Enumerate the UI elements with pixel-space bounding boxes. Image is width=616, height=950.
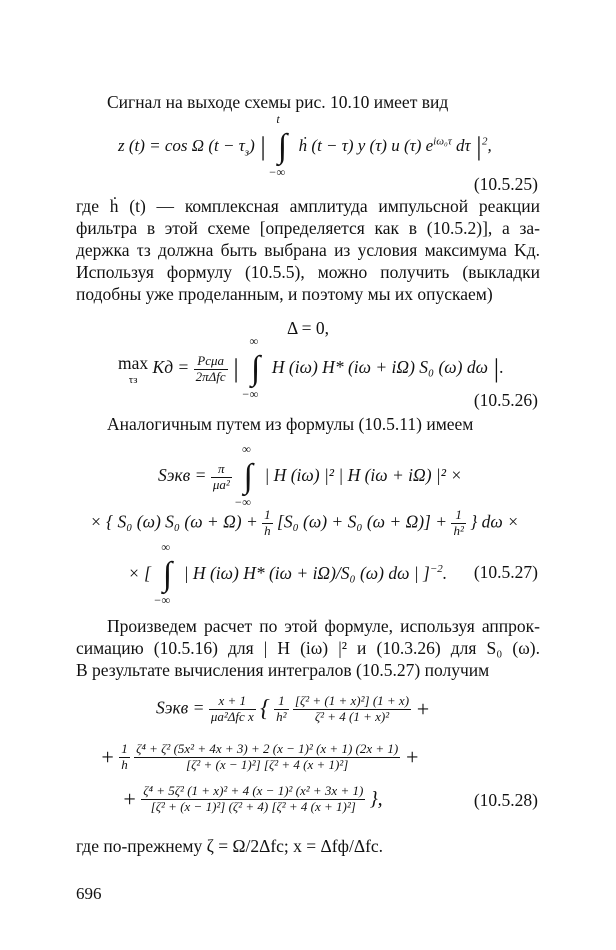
- eq28-brace: {: [260, 695, 270, 722]
- eq28-l2-den: [ζ² + (x − 1)²] [ζ² + 4 (x + 1)²]: [186, 756, 349, 772]
- eq26-K: Kд =: [152, 357, 190, 378]
- eq25-power: 2: [482, 135, 488, 148]
- eq28-l3-num: ζ⁴ + 5ζ² (1 + x)² + 4 (x − 1)² (x² + 3x + 1): [143, 783, 364, 798]
- eq27-line3-a: × [: [128, 563, 151, 584]
- integral-sign: ∫ ∞ −∞: [241, 334, 261, 401]
- eq26-max: max: [118, 352, 149, 373]
- eq28-f2-num: 1: [274, 694, 288, 710]
- eq27-line1: | H (iω) |² | H (iω + iΩ) |² ×: [264, 465, 463, 486]
- closing-line: где по-прежнему ζ = Ω/2Δfc; x = Δfф/Δfc.: [76, 836, 384, 856]
- eq28-f-den: μa²Δfc x: [210, 708, 254, 724]
- eq25-exponent: iω₀τ: [433, 135, 452, 148]
- eq27-f2-den: h²: [453, 522, 464, 538]
- eq27-line3-b: | H (iω) H* (iω + iΩ)/S₀ (ω) dω |: [183, 563, 419, 584]
- integral-sign: ∫ ∞ −∞: [153, 540, 173, 607]
- eq27-line2-b: [S₀ (ω) + S₀ (ω + Ω)] +: [277, 511, 448, 532]
- equation-number-27: (10.5.27): [473, 562, 538, 582]
- equation-number-25: (10.5.25): [473, 174, 538, 194]
- equation-10-5-27-line3: [128, 540, 448, 607]
- integral-sign: ∫ ∞ −∞: [234, 442, 253, 509]
- paragraph-line: фильтра в этой схеме [определяется как в (10.5.2)], а за-: [76, 218, 540, 238]
- eq27-lower: −∞: [234, 495, 251, 509]
- paragraph-line: В результате вычисления интегралов (10.5.27) получим: [76, 660, 490, 680]
- paragraph-line: Произведем расчет по этой формуле, используя аппрок-: [107, 616, 540, 636]
- equation-10-5-26: max τз Kд = $\frac{\text{Pcμa}}{\text{2πΔfc}}$ | ∫ ∞ −∞ H (iω) H* (iω + iΩ) S₀ (ω) dω |.: [118, 334, 504, 401]
- eq27-line3-c: ]: [423, 563, 430, 584]
- paragraph-intro: Сигнал на выходе схемы рис. 10.10 имеет вид: [107, 92, 449, 112]
- paragraph-line: подобны уже проделанным, и поэтому мы их опускаем): [76, 284, 493, 304]
- eq28-plus: +: [415, 696, 431, 722]
- eq26-integrand: H (iω) H* (iω + iΩ) S₀ (ω) dω: [271, 357, 488, 378]
- integral-sign: ∫ t −∞: [268, 112, 288, 179]
- eq26-max-sub: τз: [128, 373, 138, 386]
- eq27-line2-c: } dω ×: [470, 511, 519, 532]
- equation-number-26: (10.5.26): [473, 390, 538, 410]
- eq28-plus-right: +: [404, 744, 420, 770]
- equation-10-5-27-line2: [90, 508, 519, 539]
- equation-10-5-28-line2: [100, 742, 419, 773]
- eq28-f3-num: [ζ² + (1 + x)²] (1 + x): [294, 693, 410, 708]
- equation-number-28: (10.5.28): [473, 790, 538, 810]
- equation-10-5-27-line1: [158, 442, 463, 509]
- eq28-l2-f1-num: 1: [121, 741, 128, 756]
- eq28-close: },: [369, 787, 383, 810]
- eq27-f1-den: h: [264, 522, 271, 538]
- paragraph-line: симацию (10.5.16) для | H (iω) |² и (10.3.26) для S₀ (ω).: [76, 638, 540, 658]
- paragraph-line: Используя формулу (10.5.5), можно получить (выкладки: [76, 262, 540, 282]
- eq27-lhs: Sэкв =: [158, 465, 207, 486]
- equation-10-5-25: z (t) = cos Ω $(t - \tau_з)$ | ∫ t −∞ ḣ (t − τ) y (τ) u (τ) $e^{i\omega_0\tau}$ dτ $|^2$,: [118, 112, 492, 179]
- eq25-lhs-close: ): [249, 135, 255, 155]
- equation-10-5-28-line1: [156, 694, 430, 725]
- page-number: 696: [76, 884, 102, 903]
- eq25-lower-limit: −∞: [268, 165, 286, 179]
- paragraph-line: где ḣ (t) — комплексная амплитуда импульсной реакции: [76, 196, 540, 216]
- eq26-frac-num: Pcμa: [194, 354, 228, 370]
- eq25-tail: dτ: [456, 135, 471, 155]
- eq27-line2-a: × { S₀ (ω) S₀ (ω + Ω) +: [90, 511, 258, 532]
- eq25-lhs: z (t) = cos Ω (t − τ: [118, 135, 245, 155]
- eq27-frac-num: π: [211, 462, 232, 478]
- eq28-f-num: x + 1: [209, 694, 256, 710]
- eq28-lhs: Sэкв =: [156, 697, 205, 718]
- eq25-lhs-sub: з: [244, 146, 250, 159]
- eq26-frac-den: 2πΔfc: [195, 368, 226, 384]
- eq27-line3-pow: −2: [429, 563, 443, 576]
- eq28-l3-den: [ζ² + (x − 1)²] (ζ² + 4) [ζ² + 4 (x + 1)²]: [150, 798, 356, 814]
- equation-delta: Δ = 0,: [286, 318, 330, 338]
- paragraph-line: держка τз должна быть выбрана из условия максимума Kд.: [76, 240, 540, 260]
- eq25-upper-limit: t: [276, 112, 280, 126]
- eq27-f2-num: 1: [451, 508, 465, 524]
- eq27-f1-num: 1: [264, 507, 271, 522]
- eq28-f2-den: h²: [276, 708, 287, 724]
- eq25-integrand: ḣ (t − τ) y (τ) u (τ) e: [298, 135, 434, 155]
- eq26-lower: −∞: [241, 387, 259, 401]
- eq27-l3-upper: ∞: [161, 540, 170, 554]
- eq28-l2-f1-den: h: [121, 756, 128, 772]
- eq27-upper: ∞: [242, 442, 251, 456]
- eq28-f3-den: ζ² + 4 (1 + x)²: [314, 708, 390, 724]
- eq28-plus-l3: +: [122, 786, 137, 812]
- eq28-plus-left: +: [100, 744, 115, 770]
- equation-10-5-28-line3: [122, 784, 383, 815]
- eq28-l2-num: ζ⁴ + ζ² (5x² + 4x + 3) + 2 (x − 1)² (x + 1) (2x + 1): [136, 741, 399, 756]
- eq27-frac-den: μa²: [212, 476, 230, 492]
- eq27-l3-lower: −∞: [153, 593, 171, 607]
- paragraph-line: Аналогичным путем из формулы (10.5.11) имеем: [107, 414, 474, 434]
- eq27-line3-dot: .: [442, 563, 448, 584]
- eq26-upper: ∞: [249, 334, 259, 348]
